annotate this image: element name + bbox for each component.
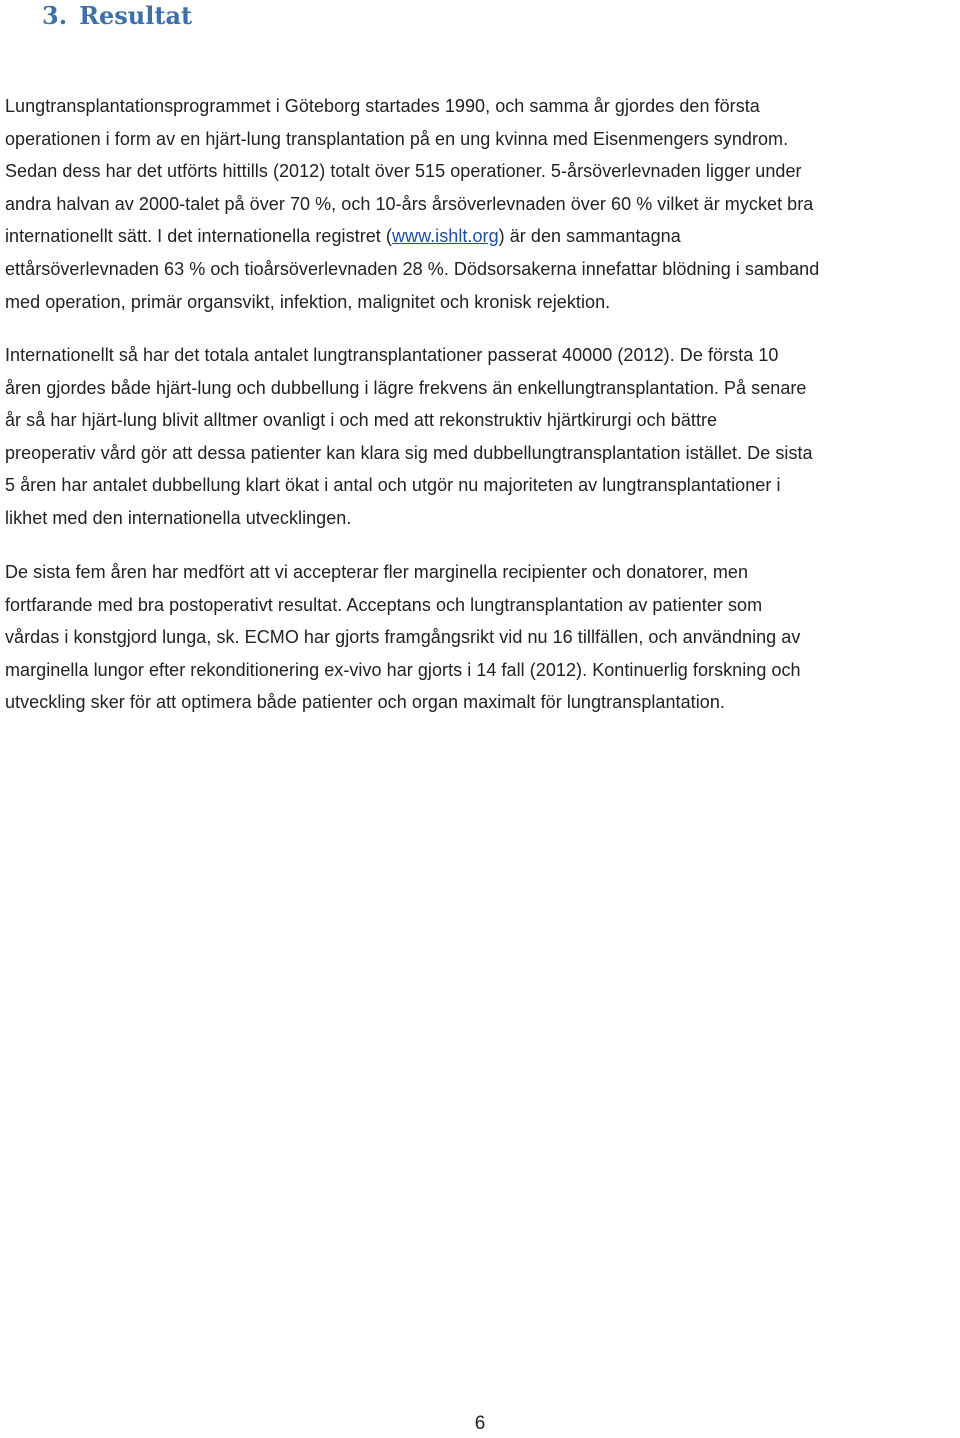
ishlt-link[interactable]	[392, 226, 499, 246]
text-line: åren gjordes både hjärt-lung och dubbellung i lägre frekvens än enkellungtransplantation. På senare	[5, 377, 807, 398]
text-line: likhet med den internationella utvecklingen.	[5, 507, 352, 528]
paragraph-marginal-recipients	[5, 556, 953, 719]
text-line: marginella lungor efter rekonditionering ex-vivo har gjorts i 14 fall (2012). Kontinuerlig forskning och	[5, 659, 801, 680]
text-line: vårdas i konstgjord lunga, sk. ECMO har gjorts framgångsrikt vid nu 16 tillfällen, och användning av	[5, 627, 801, 648]
text-line: 5 åren har antalet dubbellung klart ökat i antal och utgör nu majoriteten av lungtransplantationer i	[5, 475, 781, 496]
text-line: år så har hjärt-lung blivit alltmer ovanligt i och med att rekonstruktiv hjärtkirurgi och bättre	[5, 410, 718, 431]
text-line: Sedan dess har det utförts hittills (2012) totalt över 515 operationer. 5-årsöverlevnaden ligger under	[5, 161, 802, 182]
text-line: De sista fem åren har medfört att vi accepterar fler marginella recipienter och donatorer, men	[5, 562, 749, 582]
section-heading	[42, 0, 192, 32]
text-line	[5, 220, 953, 253]
text-line: Lungtransplantationsprogrammet i Göteborg startades 1990, och samma år gjordes den första	[5, 96, 760, 116]
text-line: preoperativ vård gör att dessa patienter kan klara sig med dubbellungtransplantation istället. De sista	[5, 442, 813, 463]
paragraph-international	[5, 339, 953, 535]
paragraph-results-intro	[5, 90, 953, 318]
page-number: 6	[474, 1413, 486, 1434]
text-line: fortfarande med bra postoperativt resultat. Acceptans och lungtransplantation av patienter som	[5, 594, 763, 615]
text-line: utveckling sker för att optimera både patienter och organ maximalt för lungtransplantation.	[5, 692, 725, 713]
ishlt-link-text-part1: www.ishlt.	[391, 226, 473, 247]
text-line: ettårsöverlevnaden 63 % och tioårsöverlevnaden 28 %. Dödsorsakerna innefattar blödning i samband	[5, 258, 820, 279]
text-segment: internationellt sätt. I det internationella registret (	[5, 226, 392, 247]
text-segment: ) är den sammantagna	[498, 226, 681, 247]
text-line: Internationellt så har det totala antalet lungtransplantationer passerat 40000 (2012). De första 10	[5, 345, 779, 365]
section-number: 3.	[42, 1, 68, 30]
text-line: andra halvan av 2000-talet på över 70 %, och 10-års årsöverlevnaden över 60 % vilket är mycket bra	[5, 193, 814, 214]
ishlt-link-text-part2: org	[472, 226, 499, 247]
text-line: operationen i form av en hjärt-lung transplantation på en ung kvinna med Eisenmengers syndrom.	[5, 128, 789, 149]
section-title: Resultat	[79, 1, 193, 30]
text-line: med operation, primär organsvikt, infektion, malignitet och kronisk rejektion.	[5, 291, 611, 312]
